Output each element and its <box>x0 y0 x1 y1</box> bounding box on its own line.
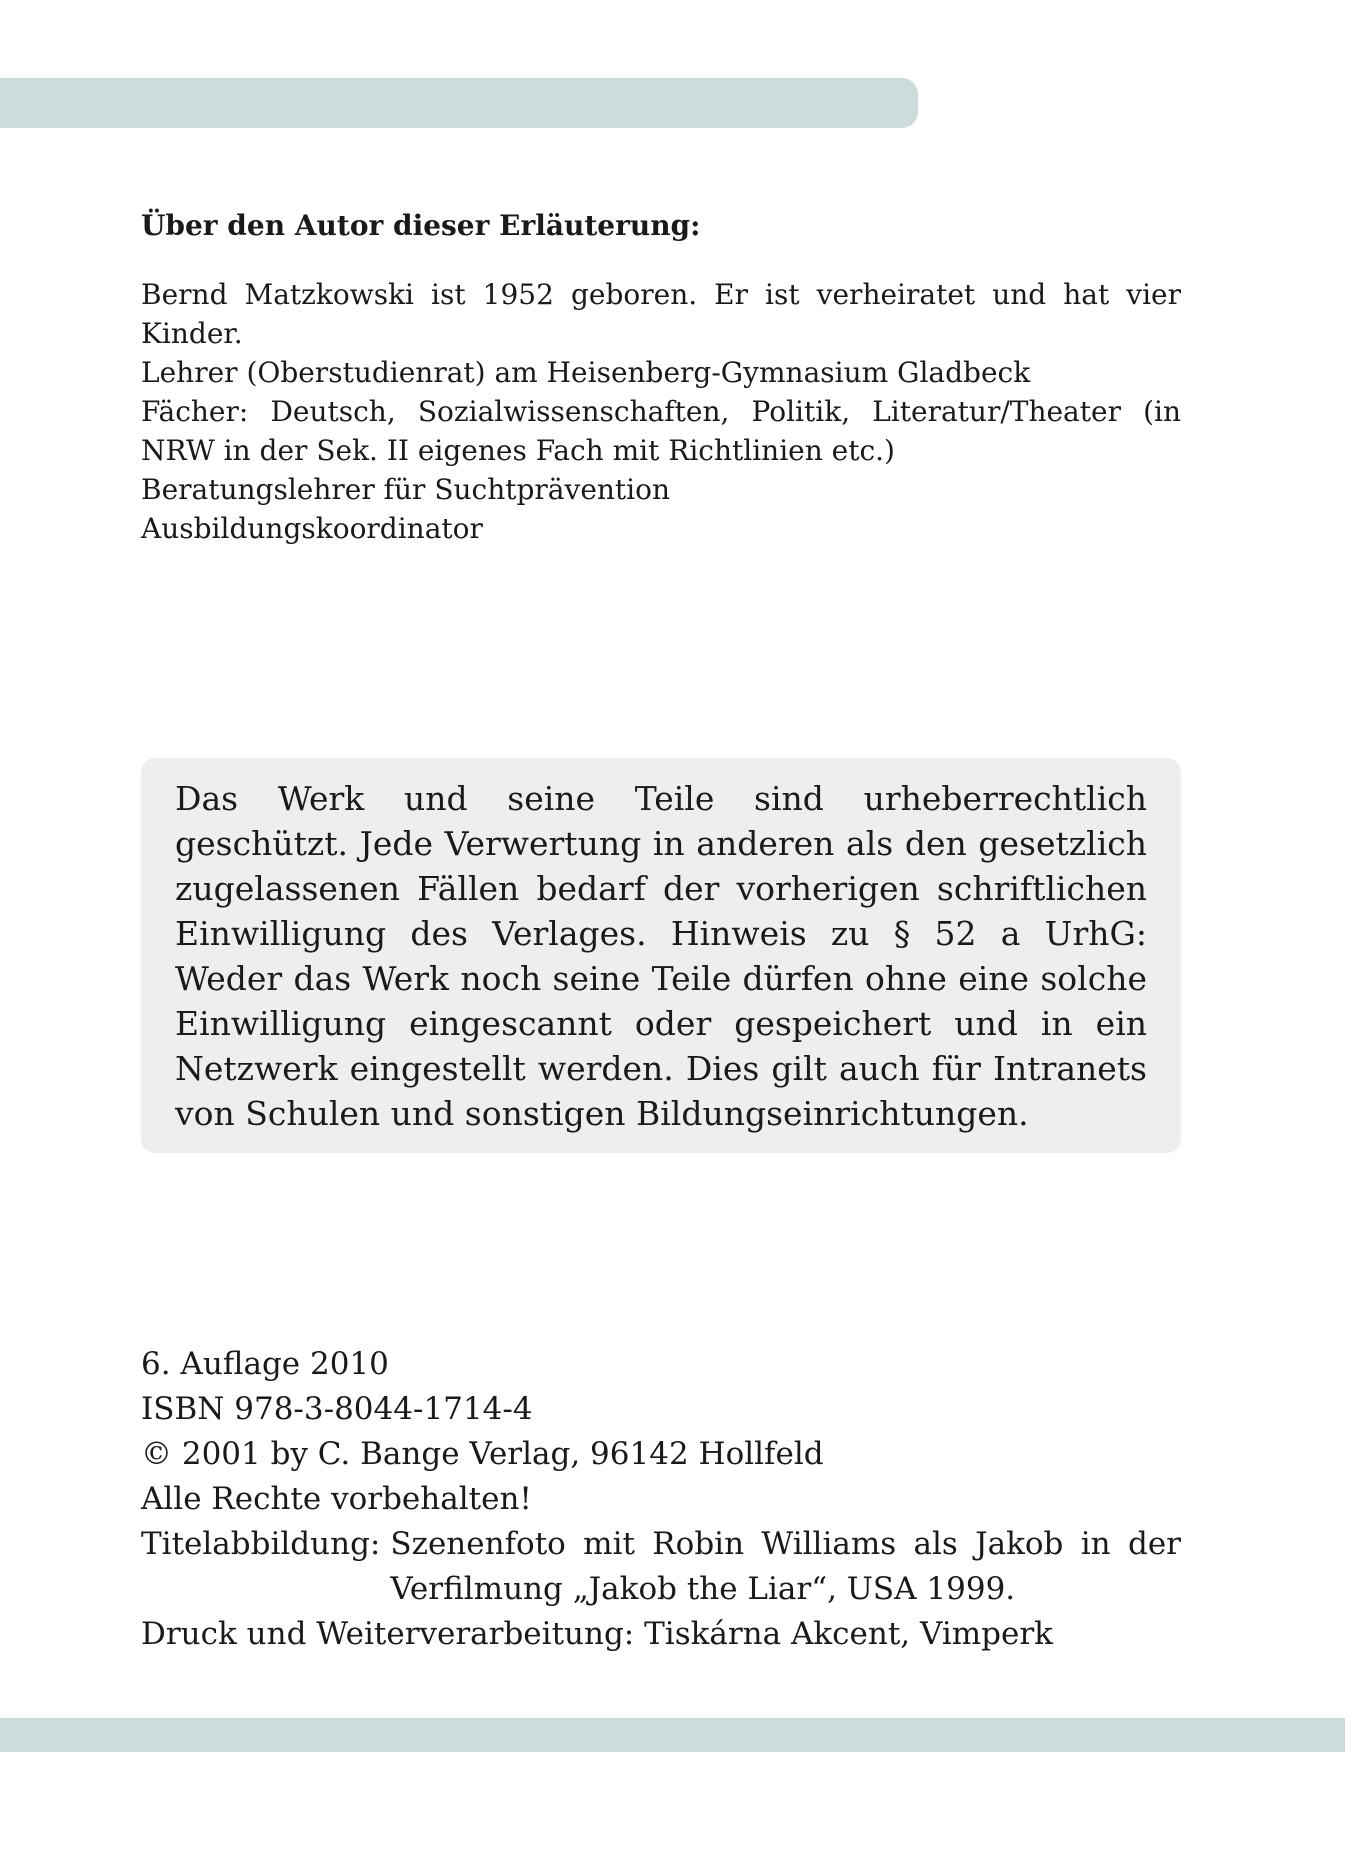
cover-credit-line-2: Verfilmung „Jakob the Liar“, USA 1999. <box>390 1571 1016 1607</box>
cover-credit <box>141 1522 1181 1612</box>
imprint-section <box>141 1342 1181 1657</box>
cover-credit-line-1: Szenenfoto mit Robin Williams als Jakob in der <box>390 1526 1181 1562</box>
author-subjects: Fächer: Deutsch, Sozialwissenschaften, Politik, Literatur/Theater (in NRW in der Sek. II eigenes Fach mit Richtlinien etc.) <box>141 395 1181 467</box>
copyright-line: © 2001 by C. Bange Verlag, 96142 Hollfeld <box>141 1436 824 1472</box>
header-band <box>0 78 918 128</box>
footer-band <box>0 1718 1345 1752</box>
author-section <box>141 206 1181 548</box>
copyright-notice-box <box>141 758 1181 1153</box>
author-position: Lehrer (Oberstudienrat) am Heisenberg-Gymnasium Gladbeck <box>141 356 1031 389</box>
author-bio: Bernd Matzkowski ist 1952 geboren. Er ist verheiratet und hat vier Kinder. <box>141 278 1181 350</box>
edition: 6. Auflage 2010 <box>141 1346 389 1382</box>
copyright-notice-text: Das Werk und seine Teile sind urheberrechtlich geschützt. Jede Verwertung in anderen als den gesetzlich zugelassenen Fällen bedarf der vorherigen schriftlichen Einwilligung des Verlages. Hinweis zu § 52 a UrhG: Weder das Werk noch seine Teile dürfen ohne eine solche Einwilligung eingescannt oder gespeichert und in ein Netzwerk eingestellt werden. Dies gilt auch für Intranets von Schulen und sonstigen Bildungseinrichtungen. <box>175 779 1147 1133</box>
cover-credit-value <box>380 1522 1181 1612</box>
isbn: ISBN 978-3-8044-1714-4 <box>141 1391 533 1427</box>
author-role-coordinator: Ausbildungskoordinator <box>141 512 483 545</box>
author-heading: Über den Autor dieser Erläuterung: <box>141 209 701 242</box>
cover-credit-label: Titelabbildung: <box>141 1526 381 1562</box>
rights-reserved: Alle Rechte vorbehalten! <box>141 1481 532 1517</box>
printer: Druck und Weiterverarbeitung: Tiskárna Akcent, Vimperk <box>141 1616 1053 1652</box>
author-role-counselor: Beratungslehrer für Suchtprävention <box>141 473 671 506</box>
